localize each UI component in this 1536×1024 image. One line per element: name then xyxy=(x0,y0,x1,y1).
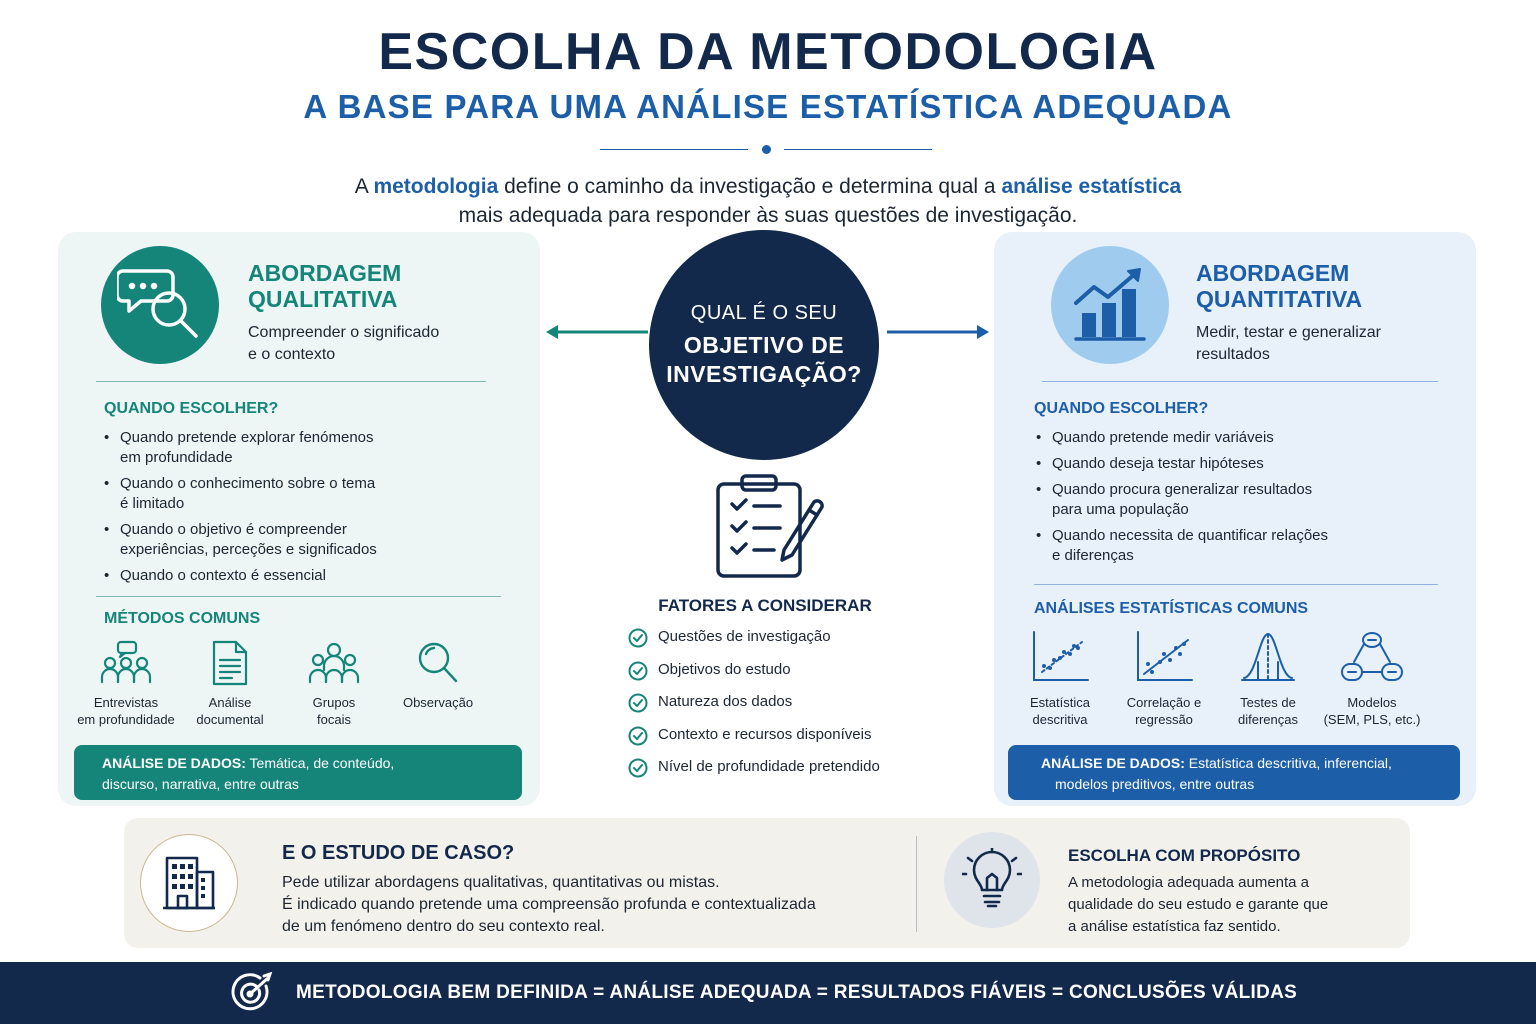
quantitative-subtitle: Medir, testar e generalizar resultados xyxy=(1196,324,1381,363)
quantitative-analyses-title: ANÁLISES ESTATÍSTICAS COMUNS xyxy=(1034,600,1309,617)
model-diagram-icon xyxy=(1340,630,1404,686)
title-divider xyxy=(600,144,932,156)
list-item: Questões de investigação xyxy=(628,628,880,661)
list-item: • Quando o contexto é essencial xyxy=(102,566,502,586)
list-item: • Quando deseja testar hipóteses xyxy=(1034,454,1454,474)
case-study-title: E O ESTUDO DE CASO? xyxy=(282,842,515,864)
list-item: • Quando pretende medir variáveis xyxy=(1034,428,1454,448)
check-circle-icon xyxy=(628,628,648,648)
analysis-testes-diferencas: Testes de diferenças xyxy=(1216,630,1320,728)
quantitative-panel xyxy=(994,232,1476,806)
intro-highlight-metodologia: metodologia xyxy=(373,175,499,198)
arrow-right-icon xyxy=(887,322,991,342)
arrow-left-icon xyxy=(544,322,650,342)
page-subtitle: A BASE PARA UMA ANÁLISE ESTATÍSTICA ADEQUADA xyxy=(303,88,1233,125)
factors-list xyxy=(628,628,880,791)
target-icon xyxy=(230,972,274,1016)
list-item: • Quando o objetivo é compreender experiências, perceções e significados xyxy=(102,520,502,560)
quantitative-divider-2 xyxy=(1034,584,1438,585)
list-item: Objetivos do estudo xyxy=(628,661,880,694)
check-circle-icon xyxy=(628,726,648,746)
footer-text: METODOLOGIA BEM DEFINIDA = ANÁLISE ADEQUADA = RESULTADOS FIÁVEIS = CONCLUSÕES VÁLIDAS xyxy=(296,982,1298,1003)
method-entrevistas: Entrevistas em profundidade xyxy=(74,640,178,728)
bottom-panel xyxy=(124,818,1410,948)
quantitative-divider-1 xyxy=(1042,381,1438,382)
qualitative-when-list xyxy=(102,428,502,592)
qualitative-divider-2 xyxy=(96,596,501,597)
bottom-divider xyxy=(916,836,917,932)
interview-icon xyxy=(100,640,152,686)
bell-curve-icon xyxy=(1238,630,1298,686)
list-item: • Quando o conhecimento sobre o tema é limitado xyxy=(102,474,502,514)
lightbulb-icon xyxy=(944,832,1040,928)
qualitative-data-analysis: ANÁLISE DE DADOS: Temática, de conteúdo, discurso, narrativa, entre outras xyxy=(74,745,522,800)
group-icon xyxy=(308,640,360,686)
method-grupos-focais: Grupos focais xyxy=(282,640,386,728)
analysis-estatistica-descritiva: Estatística descritiva xyxy=(1008,630,1112,728)
method-analise-documental: Análise documental xyxy=(178,640,282,728)
research-objective-circle: QUAL É O SEU OBJETIVO DE INVESTIGAÇÃO? xyxy=(649,230,879,460)
check-circle-icon xyxy=(628,693,648,713)
scatter-plot-icon xyxy=(1030,630,1090,686)
intro-highlight-analise: análise estatística xyxy=(1001,175,1182,198)
method-observacao: Observação xyxy=(386,640,490,728)
magnifier-icon xyxy=(412,640,464,686)
qualitative-methods-title: MÉTODOS COMUNS xyxy=(104,610,261,627)
qualitative-when-title: QUANDO ESCOLHER? xyxy=(104,400,279,417)
quantitative-data-analysis: ANÁLISE DE DADOS: Estatística descritiva, inferencial, modelos preditivos, entre outras xyxy=(1008,745,1460,800)
analysis-correlacao-regressao: Correlação e regressão xyxy=(1112,630,1216,728)
building-icon xyxy=(140,834,238,932)
bar-chart-growth-icon xyxy=(1051,246,1169,364)
regression-icon xyxy=(1134,630,1194,686)
qualitative-subtitle: Compreender o significado e o contexto xyxy=(248,324,440,363)
case-study-text: Pede utilizar abordagens qualitativas, quantitativas ou mistas. É indicado quando pretende uma compreensão profunda e contextualizada de um fenómeno dentro do seu contexto real. xyxy=(282,874,816,935)
analysis-modelos: Modelos (SEM, PLS, etc.) xyxy=(1320,630,1424,728)
purpose-title: ESCOLHA COM PROPÓSITO xyxy=(1068,846,1301,865)
check-circle-icon xyxy=(628,758,648,778)
purpose-text: A metodologia adequada aumenta a qualidade do seu estudo e garante que a análise estatística faz sentido. xyxy=(1068,874,1329,935)
quantitative-analyses xyxy=(1008,630,1424,728)
quantitative-title: ABORDAGEM QUANTITATIVA xyxy=(1196,260,1363,312)
intro-text: A metodologia define o caminho da investigação e determina qual a análise estatística mais adequada para responder às suas questões de investigação. xyxy=(354,175,1182,227)
list-item: Nível de profundidade pretendido xyxy=(628,758,880,791)
list-item: Natureza dos dados xyxy=(628,693,880,726)
list-item: • Quando pretende explorar fenómenos em profundidade xyxy=(102,428,502,468)
qualitative-divider-1 xyxy=(96,381,486,382)
check-circle-icon xyxy=(628,661,648,681)
list-item: • Quando necessita de quantificar relações e diferenças xyxy=(1034,526,1454,566)
chat-search-icon xyxy=(101,246,219,364)
quantitative-when-list xyxy=(1034,428,1454,572)
footer-banner xyxy=(0,962,1536,1024)
factors-title: FATORES A CONSIDERAR xyxy=(658,596,872,615)
list-item: Contexto e recursos disponíveis xyxy=(628,726,880,759)
qualitative-methods xyxy=(74,640,490,728)
qualitative-panel xyxy=(58,232,540,806)
quantitative-when-title: QUANDO ESCOLHER? xyxy=(1034,400,1209,417)
page-title: ESCOLHA DA METODOLOGIA xyxy=(378,23,1158,81)
document-icon xyxy=(204,640,256,686)
qualitative-title: ABORDAGEM QUALITATIVA xyxy=(248,260,402,312)
clipboard-checklist-icon xyxy=(712,470,832,580)
list-item: • Quando procura generalizar resultados para uma população xyxy=(1034,480,1454,520)
